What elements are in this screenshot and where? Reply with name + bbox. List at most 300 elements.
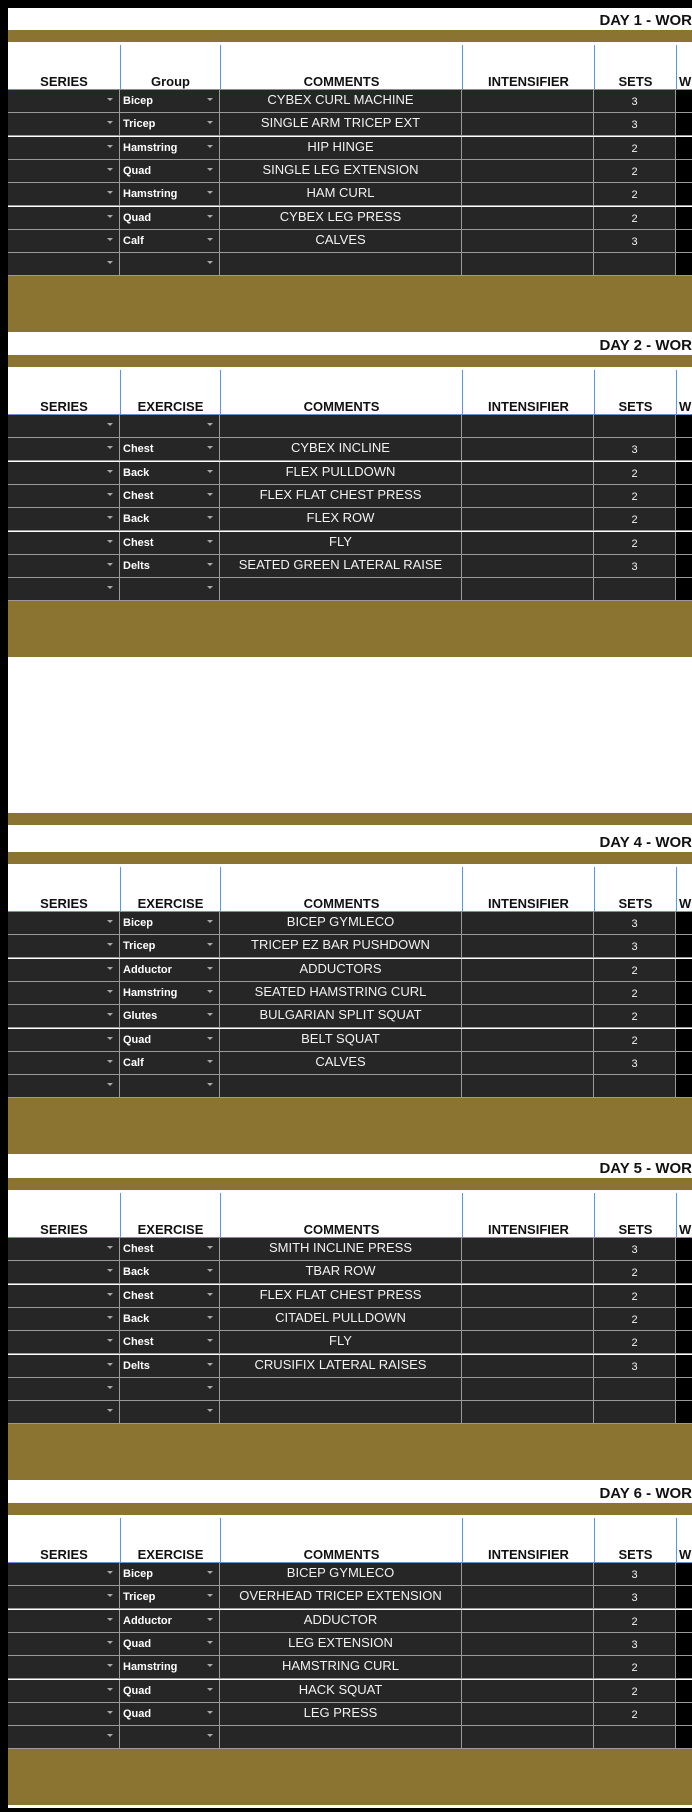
intensifier-cell[interactable]: [462, 1680, 594, 1703]
sets-cell[interactable]: 2: [594, 982, 676, 1005]
exercise-cell[interactable]: CYBEX LEG PRESS: [220, 207, 462, 230]
sets-cell[interactable]: 2: [594, 1308, 676, 1331]
sets-cell[interactable]: 3: [594, 1563, 676, 1586]
sets-cell[interactable]: 3: [594, 555, 676, 578]
column-header-intensifier[interactable]: INTENSIFIER: [462, 1518, 594, 1563]
group-dropdown[interactable]: [120, 1610, 220, 1633]
series-dropdown[interactable]: [8, 912, 120, 935]
group-value: Hamstring: [123, 1661, 178, 1673]
group-dropdown[interactable]: [120, 1656, 220, 1679]
series-dropdown[interactable]: [8, 113, 120, 136]
intensifier-cell[interactable]: [462, 1331, 594, 1354]
series-dropdown[interactable]: [8, 160, 120, 183]
exercise-cell[interactable]: CALVES: [220, 230, 462, 253]
weight-cell[interactable]: [676, 1261, 692, 1284]
column-header-w[interactable]: W: [676, 1193, 692, 1238]
intensifier-cell[interactable]: [462, 1563, 594, 1586]
sets-cell[interactable]: [594, 1378, 676, 1401]
sets-cell[interactable]: 2: [594, 1285, 676, 1308]
chevron-down-icon: [207, 238, 213, 241]
series-dropdown[interactable]: [8, 1633, 120, 1656]
weight-cell[interactable]: [676, 1238, 692, 1261]
column-header-series[interactable]: SERIES: [40, 1547, 88, 1562]
exercise-cell[interactable]: SEATED HAMSTRING CURL: [220, 982, 462, 1005]
series-dropdown[interactable]: [8, 1331, 120, 1354]
column-header-sets[interactable]: SETS: [594, 370, 676, 415]
intensifier-cell[interactable]: [462, 1378, 594, 1401]
column-header-sets[interactable]: SETS: [594, 1193, 676, 1238]
exercise-cell[interactable]: CYBEX INCLINE: [220, 438, 462, 461]
exercise-cell[interactable]: SINGLE LEG EXTENSION: [220, 160, 462, 183]
intensifier-cell[interactable]: [462, 1401, 594, 1424]
series-dropdown[interactable]: [8, 1029, 120, 1052]
exercise-cell[interactable]: CYBEX CURL MACHINE: [220, 90, 462, 113]
series-dropdown[interactable]: [8, 1005, 120, 1028]
chevron-down-icon: [107, 1246, 113, 1249]
intensifier-cell[interactable]: [462, 1029, 594, 1052]
weight-cell[interactable]: [676, 1586, 692, 1609]
sets-cell[interactable]: 2: [594, 160, 676, 183]
exercise-cell[interactable]: SINGLE ARM TRICEP EXT: [220, 113, 462, 136]
intensifier-cell[interactable]: [462, 1355, 594, 1378]
exercise-cell[interactable]: FLY: [220, 1331, 462, 1354]
chevron-down-icon: [107, 145, 113, 148]
column-header-row: [8, 370, 692, 415]
sets-cell[interactable]: 3: [594, 912, 676, 935]
chevron-down-icon: [207, 586, 213, 589]
exercise-cell[interactable]: SEATED GREEN LATERAL RAISE: [220, 555, 462, 578]
group-value: Adductor: [123, 1615, 172, 1627]
weight-cell[interactable]: [676, 90, 692, 113]
weight-cell[interactable]: [676, 532, 692, 555]
weight-cell[interactable]: [676, 160, 692, 183]
exercise-cell[interactable]: [220, 415, 462, 438]
series-dropdown[interactable]: [8, 1308, 120, 1331]
intensifier-cell[interactable]: [462, 1005, 594, 1028]
series-dropdown[interactable]: [8, 183, 120, 206]
sets-cell[interactable]: 3: [594, 1586, 676, 1609]
weight-cell[interactable]: [676, 253, 692, 276]
weight-cell[interactable]: [676, 1308, 692, 1331]
group-dropdown[interactable]: [120, 113, 220, 136]
group-dropdown[interactable]: [120, 1586, 220, 1609]
sets-cell[interactable]: [594, 1401, 676, 1424]
exercise-cell[interactable]: OVERHEAD TRICEP EXTENSION: [220, 1586, 462, 1609]
intensifier-cell[interactable]: [462, 1726, 594, 1749]
weight-cell[interactable]: [676, 508, 692, 531]
sets-cell[interactable]: 3: [594, 438, 676, 461]
series-dropdown[interactable]: [8, 230, 120, 253]
chevron-down-icon: [207, 1037, 213, 1040]
exercise-cell[interactable]: HAMSTRING CURL: [220, 1656, 462, 1679]
group-dropdown[interactable]: [120, 1703, 220, 1726]
intensifier-cell[interactable]: [462, 935, 594, 958]
group-dropdown[interactable]: [120, 1261, 220, 1284]
group-dropdown[interactable]: [120, 1378, 220, 1401]
sets-cell[interactable]: 3: [594, 935, 676, 958]
intensifier-cell[interactable]: [462, 438, 594, 461]
intensifier-cell[interactable]: [462, 1238, 594, 1261]
exercise-cell[interactable]: CRUSIFIX LATERAL RAISES: [220, 1355, 462, 1378]
group-dropdown[interactable]: [120, 183, 220, 206]
table-row: [8, 1586, 692, 1609]
group-dropdown[interactable]: [120, 137, 220, 160]
sets-cell[interactable]: 2: [594, 1703, 676, 1726]
column-header-series[interactable]: SERIES: [40, 399, 88, 414]
series-dropdown[interactable]: [8, 555, 120, 578]
chevron-down-icon: [207, 920, 213, 923]
intensifier-cell[interactable]: [462, 532, 594, 555]
day-title: DAY 1 - WOR: [599, 12, 692, 29]
intensifier-cell[interactable]: [462, 183, 594, 206]
group-dropdown[interactable]: [120, 555, 220, 578]
intensifier-cell[interactable]: [462, 508, 594, 531]
column-header-intensifier[interactable]: INTENSIFIER: [462, 1193, 594, 1238]
sets-cell[interactable]: 3: [594, 90, 676, 113]
series-dropdown[interactable]: [8, 90, 120, 113]
series-dropdown[interactable]: [8, 438, 120, 461]
chevron-down-icon: [107, 516, 113, 519]
intensifier-cell[interactable]: [462, 1633, 594, 1656]
day-title: DAY 5 - WOR: [599, 1160, 692, 1177]
group-dropdown[interactable]: [120, 438, 220, 461]
weight-cell[interactable]: [676, 1633, 692, 1656]
sets-cell[interactable]: 3: [594, 1355, 676, 1378]
column-header-second[interactable]: EXERCISE: [120, 1518, 220, 1563]
column-header-intensifier[interactable]: INTENSIFIER: [462, 45, 594, 90]
column-header-intensifier[interactable]: INTENSIFIER: [462, 867, 594, 912]
exercise-cell[interactable]: BICEP GYMLECO: [220, 1563, 462, 1586]
intensifier-cell[interactable]: [462, 207, 594, 230]
group-dropdown[interactable]: [120, 1005, 220, 1028]
series-dropdown[interactable]: [8, 508, 120, 531]
sets-cell[interactable]: 2: [594, 485, 676, 508]
weight-cell[interactable]: [676, 183, 692, 206]
chevron-down-icon: [207, 1060, 213, 1063]
chevron-down-icon: [207, 563, 213, 566]
weight-cell[interactable]: [676, 578, 692, 601]
group-dropdown[interactable]: [120, 207, 220, 230]
exercise-cell[interactable]: [220, 578, 462, 601]
exercise-cell[interactable]: ADDUCTORS: [220, 959, 462, 982]
sets-cell[interactable]: 3: [594, 230, 676, 253]
group-dropdown[interactable]: [120, 90, 220, 113]
sets-cell[interactable]: 2: [594, 532, 676, 555]
column-header-comments[interactable]: COMMENTS: [220, 370, 462, 415]
column-header-second[interactable]: Group: [120, 45, 220, 90]
group-dropdown[interactable]: [120, 1308, 220, 1331]
sets-cell[interactable]: 3: [594, 113, 676, 136]
group-dropdown[interactable]: [120, 1285, 220, 1308]
chevron-down-icon: [107, 1269, 113, 1272]
table-row: [8, 1401, 692, 1424]
series-dropdown[interactable]: [8, 1285, 120, 1308]
sets-cell[interactable]: 2: [594, 1261, 676, 1284]
weight-cell[interactable]: [676, 207, 692, 230]
exercise-cell[interactable]: CITADEL PULLDOWN: [220, 1308, 462, 1331]
group-dropdown[interactable]: [120, 1075, 220, 1098]
sets-cell[interactable]: 3: [594, 1633, 676, 1656]
series-dropdown[interactable]: [8, 959, 120, 982]
weight-cell[interactable]: [676, 1355, 692, 1378]
group-dropdown[interactable]: [120, 230, 220, 253]
series-dropdown[interactable]: [8, 1726, 120, 1749]
intensifier-cell[interactable]: [462, 1703, 594, 1726]
series-dropdown[interactable]: [8, 532, 120, 555]
group-dropdown[interactable]: [120, 462, 220, 485]
exercise-cell[interactable]: BICEP GYMLECO: [220, 912, 462, 935]
intensifier-cell[interactable]: [462, 578, 594, 601]
column-header-sets[interactable]: SETS: [594, 1518, 676, 1563]
column-header-series[interactable]: SERIES: [40, 1222, 88, 1237]
intensifier-cell[interactable]: [462, 137, 594, 160]
intensifier-cell[interactable]: [462, 1285, 594, 1308]
weight-cell[interactable]: [676, 1703, 692, 1726]
chevron-down-icon: [107, 1083, 113, 1086]
series-dropdown[interactable]: [8, 207, 120, 230]
column-header-w[interactable]: W: [676, 867, 692, 912]
chevron-down-icon: [107, 1571, 113, 1574]
intensifier-cell[interactable]: [462, 230, 594, 253]
series-dropdown[interactable]: [8, 1261, 120, 1284]
weight-cell[interactable]: [676, 1401, 692, 1424]
series-dropdown[interactable]: [8, 485, 120, 508]
intensifier-cell[interactable]: [462, 1610, 594, 1633]
group-dropdown[interactable]: [120, 532, 220, 555]
sets-cell[interactable]: [594, 578, 676, 601]
series-dropdown[interactable]: [8, 1355, 120, 1378]
weight-cell[interactable]: [676, 1005, 692, 1028]
chevron-down-icon: [107, 470, 113, 473]
weight-cell[interactable]: [676, 1563, 692, 1586]
column-header-w[interactable]: W: [676, 45, 692, 90]
weight-cell[interactable]: [676, 415, 692, 438]
column-header-sets[interactable]: SETS: [594, 45, 676, 90]
series-dropdown[interactable]: [8, 1680, 120, 1703]
group-dropdown[interactable]: [120, 578, 220, 601]
weight-cell[interactable]: [676, 959, 692, 982]
exercise-cell[interactable]: FLEX FLAT CHEST PRESS: [220, 485, 462, 508]
intensifier-cell[interactable]: [462, 1308, 594, 1331]
column-header-second[interactable]: EXERCISE: [120, 370, 220, 415]
column-header-second[interactable]: EXERCISE: [120, 867, 220, 912]
exercise-cell[interactable]: LEG EXTENSION: [220, 1633, 462, 1656]
weight-cell[interactable]: [676, 438, 692, 461]
group-dropdown[interactable]: [120, 1563, 220, 1586]
exercise-cell[interactable]: BULGARIAN SPLIT SQUAT: [220, 1005, 462, 1028]
series-dropdown[interactable]: [8, 1703, 120, 1726]
intensifier-cell[interactable]: [462, 113, 594, 136]
group-dropdown[interactable]: [120, 1238, 220, 1261]
exercise-cell[interactable]: LEG PRESS: [220, 1703, 462, 1726]
column-header-comments[interactable]: COMMENTS: [220, 1518, 462, 1563]
table-row: [8, 1563, 692, 1586]
weight-cell[interactable]: [676, 935, 692, 958]
column-header-intensifier[interactable]: INTENSIFIER: [462, 370, 594, 415]
group-dropdown[interactable]: [120, 1726, 220, 1749]
group-dropdown[interactable]: [120, 415, 220, 438]
weight-cell[interactable]: [676, 1610, 692, 1633]
series-dropdown[interactable]: [8, 1586, 120, 1609]
weight-cell[interactable]: [676, 555, 692, 578]
table-row: [8, 207, 692, 230]
exercise-cell[interactable]: [220, 253, 462, 276]
series-dropdown[interactable]: [8, 137, 120, 160]
exercise-cell[interactable]: TRICEP EZ BAR PUSHDOWN: [220, 935, 462, 958]
exercise-cell[interactable]: [220, 1378, 462, 1401]
group-dropdown[interactable]: [120, 1029, 220, 1052]
group-dropdown[interactable]: [120, 959, 220, 982]
group-dropdown[interactable]: [120, 160, 220, 183]
weight-cell[interactable]: [676, 485, 692, 508]
series-dropdown[interactable]: [8, 1052, 120, 1075]
sets-cell[interactable]: 2: [594, 959, 676, 982]
exercise-cell[interactable]: BELT SQUAT: [220, 1029, 462, 1052]
exercise-cell[interactable]: SMITH INCLINE PRESS: [220, 1238, 462, 1261]
group-dropdown[interactable]: [120, 485, 220, 508]
exercise-cell[interactable]: FLEX FLAT CHEST PRESS: [220, 1285, 462, 1308]
intensifier-cell[interactable]: [462, 555, 594, 578]
exercise-cell[interactable]: [220, 1726, 462, 1749]
intensifier-cell[interactable]: [462, 462, 594, 485]
group-value: Back: [123, 467, 150, 479]
intensifier-cell[interactable]: [462, 1052, 594, 1075]
column-header-comments[interactable]: COMMENTS: [220, 867, 462, 912]
intensifier-cell[interactable]: [462, 485, 594, 508]
series-dropdown[interactable]: [8, 982, 120, 1005]
sets-cell[interactable]: 2: [594, 1005, 676, 1028]
weight-cell[interactable]: [676, 230, 692, 253]
sets-cell[interactable]: 2: [594, 1610, 676, 1633]
column-header-row: [8, 1518, 692, 1563]
weight-cell[interactable]: [676, 1075, 692, 1098]
sets-cell[interactable]: 2: [594, 1680, 676, 1703]
series-dropdown[interactable]: [8, 1563, 120, 1586]
group-value: Quad: [123, 1708, 152, 1720]
intensifier-cell[interactable]: [462, 253, 594, 276]
intensifier-cell[interactable]: [462, 912, 594, 935]
group-dropdown[interactable]: [120, 1052, 220, 1075]
group-dropdown[interactable]: [120, 982, 220, 1005]
exercise-cell[interactable]: CALVES: [220, 1052, 462, 1075]
exercise-cell[interactable]: [220, 1401, 462, 1424]
series-dropdown[interactable]: [8, 1238, 120, 1261]
sets-cell[interactable]: 2: [594, 508, 676, 531]
table-row: [8, 1703, 692, 1726]
column-header-series[interactable]: SERIES: [40, 74, 88, 89]
sets-cell[interactable]: [594, 415, 676, 438]
series-dropdown[interactable]: [8, 415, 120, 438]
chevron-down-icon: [107, 967, 113, 970]
series-dropdown[interactable]: [8, 935, 120, 958]
sets-cell[interactable]: 2: [594, 1029, 676, 1052]
series-dropdown[interactable]: [8, 1378, 120, 1401]
weight-cell[interactable]: [676, 1285, 692, 1308]
intensifier-cell[interactable]: [462, 982, 594, 1005]
exercise-cell[interactable]: ADDUCTOR: [220, 1610, 462, 1633]
weight-cell[interactable]: [676, 462, 692, 485]
column-header-sets[interactable]: SETS: [594, 867, 676, 912]
group-dropdown[interactable]: [120, 912, 220, 935]
sets-cell[interactable]: 2: [594, 183, 676, 206]
exercise-cell[interactable]: FLEX PULLDOWN: [220, 462, 462, 485]
sets-cell[interactable]: [594, 253, 676, 276]
exercise-cell[interactable]: HIP HINGE: [220, 137, 462, 160]
group-dropdown[interactable]: [120, 253, 220, 276]
intensifier-cell[interactable]: [462, 90, 594, 113]
sets-cell[interactable]: 3: [594, 1052, 676, 1075]
column-header-comments[interactable]: COMMENTS: [220, 1193, 462, 1238]
weight-cell[interactable]: [676, 1052, 692, 1075]
column-header-w[interactable]: W: [676, 1518, 692, 1563]
group-dropdown[interactable]: [120, 935, 220, 958]
series-dropdown[interactable]: [8, 1656, 120, 1679]
exercise-cell[interactable]: TBAR ROW: [220, 1261, 462, 1284]
column-header-w[interactable]: W: [676, 370, 692, 415]
exercise-cell[interactable]: FLEX ROW: [220, 508, 462, 531]
intensifier-cell[interactable]: [462, 959, 594, 982]
group-dropdown[interactable]: [120, 1355, 220, 1378]
group-dropdown[interactable]: [120, 1633, 220, 1656]
group-dropdown[interactable]: [120, 1680, 220, 1703]
weight-cell[interactable]: [676, 982, 692, 1005]
weight-cell[interactable]: [676, 113, 692, 136]
series-dropdown[interactable]: [8, 253, 120, 276]
sets-cell[interactable]: 2: [594, 137, 676, 160]
sets-cell[interactable]: [594, 1726, 676, 1749]
series-dropdown[interactable]: [8, 578, 120, 601]
series-dropdown[interactable]: [8, 462, 120, 485]
intensifier-cell[interactable]: [462, 1586, 594, 1609]
column-header-comments[interactable]: COMMENTS: [220, 45, 462, 90]
column-header-second[interactable]: EXERCISE: [120, 1193, 220, 1238]
weight-cell[interactable]: [676, 912, 692, 935]
weight-cell[interactable]: [676, 1378, 692, 1401]
chevron-down-icon: [107, 98, 113, 101]
group-dropdown[interactable]: [120, 1401, 220, 1424]
series-dropdown[interactable]: [8, 1401, 120, 1424]
exercise-cell[interactable]: HACK SQUAT: [220, 1680, 462, 1703]
chevron-down-icon: [107, 121, 113, 124]
series-dropdown[interactable]: [8, 1610, 120, 1633]
sets-cell[interactable]: 2: [594, 1656, 676, 1679]
exercise-cell[interactable]: [220, 1075, 462, 1098]
chevron-down-icon: [207, 1246, 213, 1249]
intensifier-cell[interactable]: [462, 1075, 594, 1098]
sets-cell[interactable]: 2: [594, 1331, 676, 1354]
weight-cell[interactable]: [676, 1680, 692, 1703]
sets-cell[interactable]: 3: [594, 1238, 676, 1261]
group-dropdown[interactable]: [120, 508, 220, 531]
weight-cell[interactable]: [676, 1331, 692, 1354]
sets-cell[interactable]: 2: [594, 462, 676, 485]
weight-cell[interactable]: [676, 1656, 692, 1679]
weight-cell[interactable]: [676, 137, 692, 160]
intensifier-cell[interactable]: [462, 1656, 594, 1679]
intensifier-cell[interactable]: [462, 1261, 594, 1284]
exercise-cell[interactable]: HAM CURL: [220, 183, 462, 206]
weight-cell[interactable]: [676, 1029, 692, 1052]
group-dropdown[interactable]: [120, 1331, 220, 1354]
weight-cell[interactable]: [676, 1726, 692, 1749]
column-header-series[interactable]: SERIES: [40, 896, 88, 911]
exercise-cell[interactable]: FLY: [220, 532, 462, 555]
intensifier-cell[interactable]: [462, 160, 594, 183]
sets-cell[interactable]: [594, 1075, 676, 1098]
sets-cell[interactable]: 2: [594, 207, 676, 230]
series-dropdown[interactable]: [8, 1075, 120, 1098]
intensifier-cell[interactable]: [462, 415, 594, 438]
